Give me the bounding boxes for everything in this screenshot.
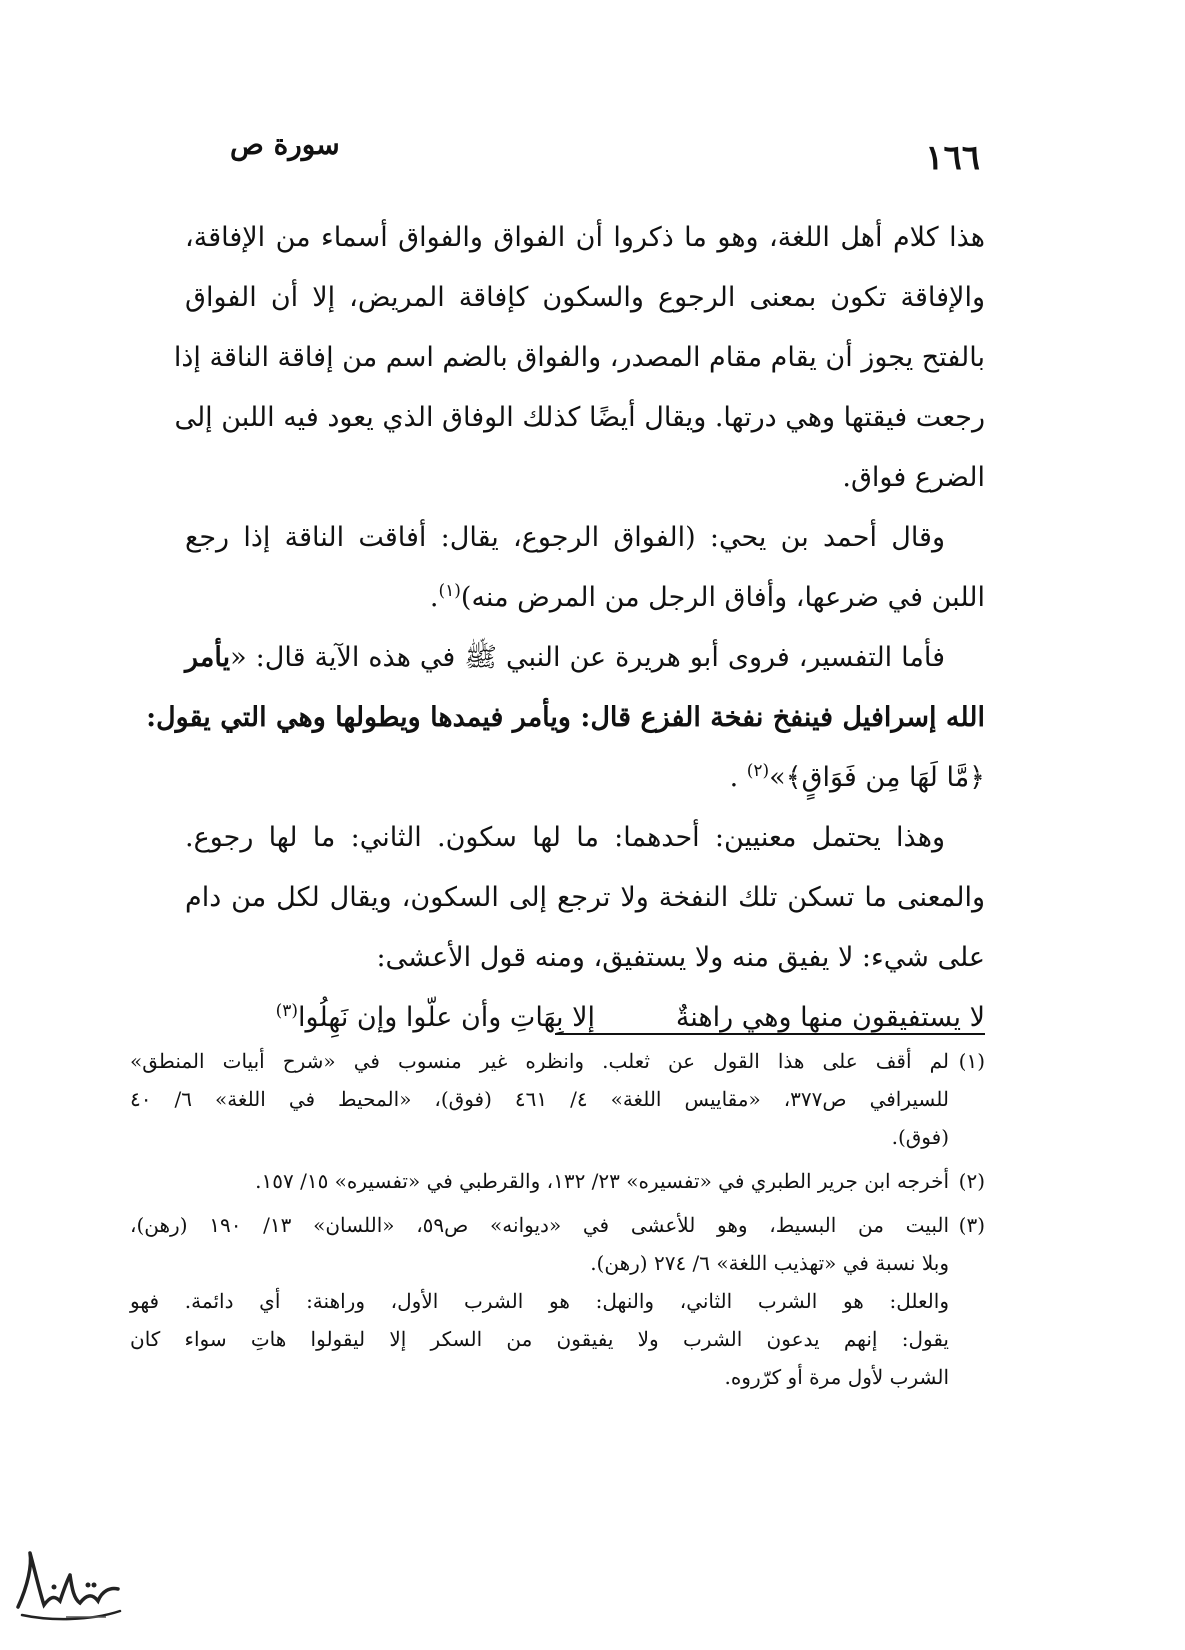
publisher-logo bbox=[10, 1545, 125, 1625]
footnote-ref: (٣) bbox=[275, 1001, 298, 1021]
footnote-number: (٢) bbox=[958, 1169, 985, 1193]
text-segment: . bbox=[729, 762, 739, 793]
footnote-line: الشرب لأول مرة أو كرّروه. bbox=[724, 1365, 949, 1389]
text-segment: فأما التفسير، فروى أبو هريرة عن النبي ﷺ في هذه الآية قال: « bbox=[230, 642, 945, 673]
footnote-line: وبلا نسبة في «تهذيب اللغة» ٦/ ٢٧٤ (رهن). bbox=[590, 1251, 949, 1275]
footnote-1 bbox=[130, 1042, 985, 1156]
quran-quote: ﴿مَّا لَهَا مِن فَوَاقٍ﴾ bbox=[785, 762, 985, 793]
text-line: وقال أحمد بن يحي: (الفواق الرجوع، يقال: أفاقت الناقة إذا رجع bbox=[185, 522, 945, 553]
text-line bbox=[185, 568, 985, 628]
footnote-2 bbox=[130, 1162, 985, 1200]
footnote-divider bbox=[555, 1033, 985, 1035]
text-segment: لم أقف على هذا القول عن ثعلب. وانظره غير منسوب في «شرح أبيات المنطق» bbox=[130, 1049, 949, 1073]
text-segment: . bbox=[429, 582, 439, 613]
text-segment: أخرجه ابن جرير الطبري في «تفسيره» ٢٣/ ١٣٢، والقرطبي في «تفسيره» ١٥/ ١٥٧. bbox=[255, 1169, 949, 1193]
paragraph-4 bbox=[185, 808, 985, 1048]
page-header bbox=[230, 128, 980, 178]
footnotes bbox=[130, 1042, 985, 1402]
footnote-line: (فوق). bbox=[891, 1125, 949, 1149]
text-segment: البيت من البسيط، وهو للأعشى في «ديوانه» ص٥٩، «اللسان» ١٣/ ١٩٠ (رهن)، bbox=[130, 1213, 950, 1237]
calligraphy-logo-icon bbox=[10, 1545, 125, 1625]
text-line: الضرع فواق. bbox=[842, 462, 985, 493]
paragraph-1 bbox=[173, 208, 985, 508]
paragraph-2 bbox=[185, 508, 985, 628]
text-line: والمعنى ما تسكن تلك النفخة ولا ترجع إلى السكون، ويقال لكل من دام bbox=[185, 882, 985, 913]
footnote-line: للسيرافي ص٣٧٧، «مقاييس اللغة» ٤/ ٤٦١ (فوق)، «المحيط في اللغة» ٦/ ٤٠ bbox=[130, 1087, 949, 1111]
footnote-line bbox=[130, 1042, 985, 1080]
text-segment: إلا بِهَاتِ وأن علّوا وإن نَهِلُوا bbox=[298, 1002, 595, 1033]
poetry-verse bbox=[185, 988, 985, 1048]
running-head: سورة ص bbox=[230, 128, 340, 161]
footnote-number: (١) bbox=[958, 1049, 985, 1073]
text-segment: اللبن في ضرعها، وأفاق الرجل من المرض منه) bbox=[460, 582, 985, 613]
text-line: رجعت فيقتها وهي درتها. ويقال أيضًا كذلك الوفاق الذي يعود فيه اللبن إلى bbox=[174, 402, 985, 433]
text-line: هذا كلام أهل اللغة، وهو ما ذكروا أن الفواق والفواق أسماء من الإفاقة، bbox=[185, 222, 985, 253]
text-segment: » bbox=[769, 762, 786, 793]
main-text bbox=[146, 208, 985, 1048]
text-line bbox=[185, 748, 985, 808]
footnote-line: والعلل: هو الشرب الثاني، والنهل: هو الشرب الأول، وراهنة: أي دائمة. فهو bbox=[130, 1289, 949, 1313]
text-line: والإفاقة تكون بمعنى الرجوع والسكون كإفاقة المريض، إلا أن الفواق bbox=[185, 282, 985, 313]
footnote-line bbox=[130, 1206, 985, 1244]
footnote-line: يقول: إنهم يدعون الشرب ولا يفيقون من السكر إلا ليقولوا هاتِ سواء كان bbox=[130, 1327, 949, 1351]
footnote-ref: (٢) bbox=[746, 761, 770, 781]
footnote-3 bbox=[130, 1206, 985, 1396]
paragraph-3 bbox=[146, 628, 985, 808]
footnote-ref: (١) bbox=[438, 581, 461, 601]
text-line: بالفتح يجوز أن يقام مقام المصدر، والفواق بالضم اسم من إفاقة الناقة إذا bbox=[173, 342, 985, 373]
hadith-text: الله إسرافيل فينفخ نفخة الفزع قال: ويأمر فيمدها ويطولها وهي التي يقول: bbox=[146, 702, 985, 733]
page-number: ١٦٦ bbox=[925, 138, 980, 178]
hadith-text: يأمر bbox=[185, 642, 231, 673]
verse-hemistich-2 bbox=[205, 988, 595, 1048]
verse-hemistich-1: لا يستفيقون منها وهي راهنةٌ bbox=[675, 1002, 985, 1033]
text-line bbox=[185, 628, 985, 688]
text-line: وهذا يحتمل معنيين: أحدهما: ما لها سكون. الثاني: ما لها رجوع. bbox=[185, 822, 945, 853]
footnote-number: (٣) bbox=[958, 1213, 986, 1237]
footnote-line bbox=[130, 1162, 985, 1200]
text-line: على شيء: لا يفيق منه ولا يستفيق، ومنه قول الأعشى: bbox=[376, 942, 985, 973]
